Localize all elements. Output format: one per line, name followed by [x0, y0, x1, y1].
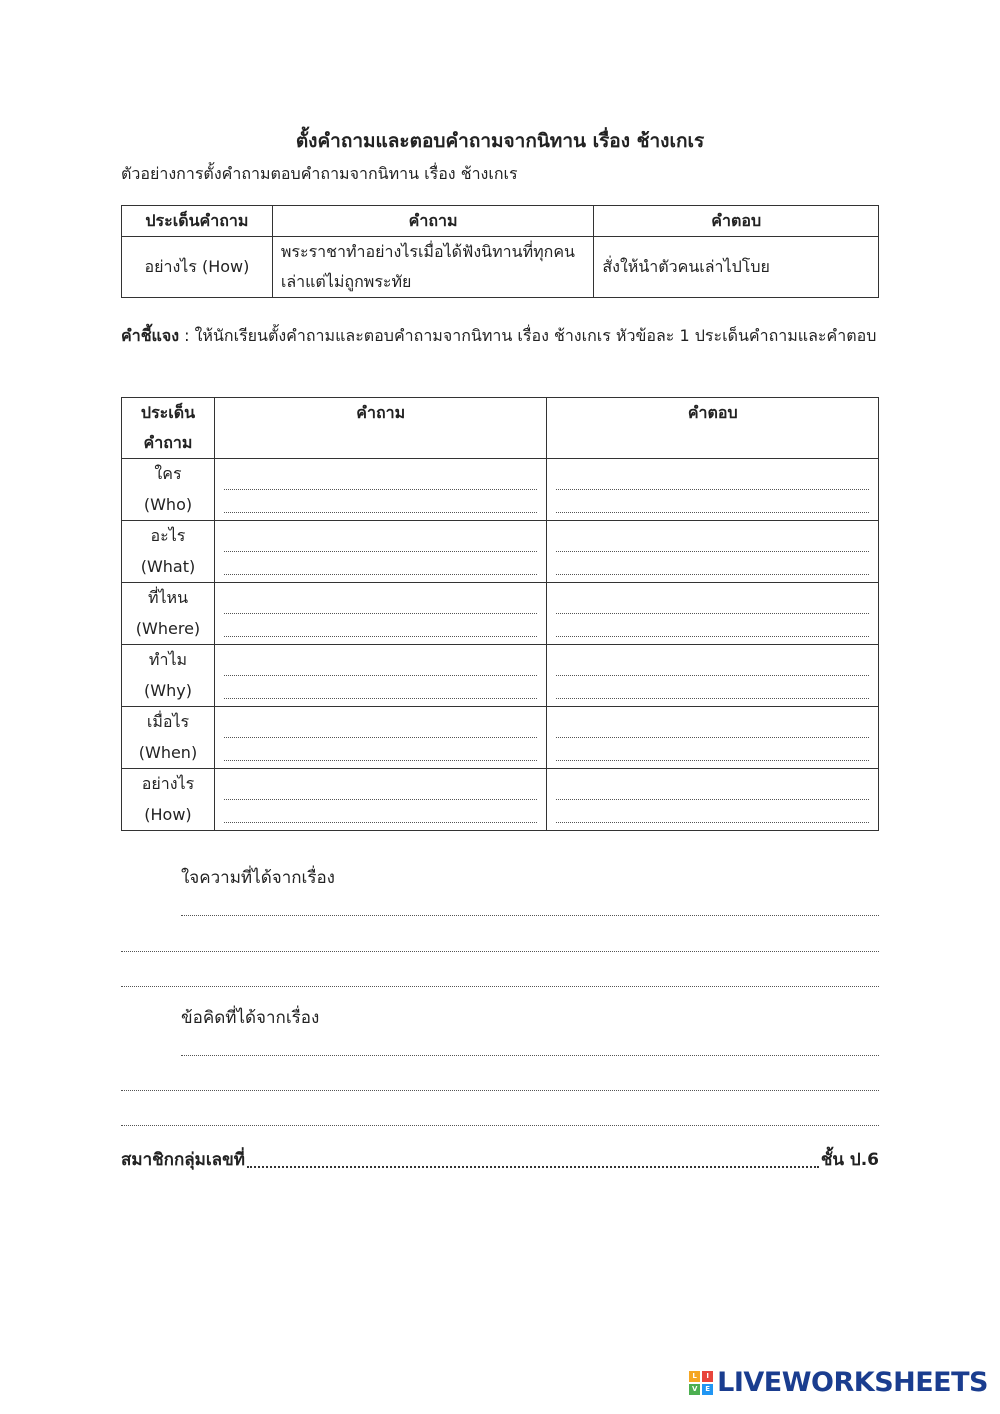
row-topic-what: [122, 521, 215, 583]
topic-thai: ทำไม: [148, 650, 188, 669]
topic-thai: อะไร: [150, 526, 186, 545]
dotted-line: [556, 777, 869, 800]
topic-thai: เมื่อไร: [146, 712, 190, 731]
lesson-input-line-3[interactable]: [121, 1124, 879, 1126]
example-question: [272, 237, 594, 298]
dotted-line: [556, 529, 869, 552]
dotted-line: [224, 653, 538, 676]
logo-block: V: [689, 1384, 700, 1395]
topic-thai: ใคร: [154, 464, 182, 483]
question-input-when[interactable]: [214, 707, 547, 769]
topic-thai: อย่างไร: [141, 774, 195, 793]
group-member-input[interactable]: [247, 1166, 819, 1168]
example-header-topic: ประเด็นคำถาม: [122, 206, 273, 237]
header-question: คำถาม: [214, 398, 547, 459]
header-topic-line2: คำถาม: [143, 433, 193, 452]
example-answer: สั่งให้นำตัวคนเล่าไปโบย: [594, 237, 879, 298]
row-topic-where: [122, 583, 215, 645]
main-idea-input-line-1[interactable]: [181, 914, 879, 916]
logo-text: LIVEWORKSHEETS: [717, 1367, 988, 1398]
header-answer: คำตอบ: [547, 398, 879, 459]
instruction: [121, 320, 879, 351]
question-answer-table: [121, 397, 879, 831]
dotted-line: [556, 715, 869, 738]
main-idea-input-line-3[interactable]: [121, 985, 879, 987]
dotted-line: [556, 738, 869, 761]
header-topic-line1: ประเด็น: [140, 403, 196, 422]
dotted-line: [224, 715, 538, 738]
topic-eng: (Why): [144, 680, 192, 700]
dotted-line: [556, 653, 869, 676]
topic-thai: ที่ไหน: [147, 588, 189, 607]
instruction-label: คำชี้แจง: [121, 326, 180, 345]
liveworksheets-logo: [689, 1367, 988, 1398]
main-idea-label: ใจความที่ได้จากเรื่อง: [181, 868, 335, 888]
dotted-line: [556, 490, 869, 513]
table-row: [122, 583, 879, 645]
dotted-line: [224, 614, 538, 637]
dotted-line: [556, 552, 869, 575]
class-level-label: ชั้น ป.6: [820, 1150, 879, 1170]
dotted-line: [556, 614, 869, 637]
dotted-line: [224, 591, 538, 614]
topic-eng: (How): [144, 804, 192, 824]
answer-input-when[interactable]: [547, 707, 879, 769]
dotted-line: [224, 552, 538, 575]
dotted-line: [556, 467, 869, 490]
topic-eng: (What): [140, 556, 196, 576]
logo-blocks-icon: [689, 1371, 713, 1395]
main-idea-input-line-2[interactable]: [121, 950, 879, 952]
logo-block: L: [689, 1371, 700, 1382]
dotted-line: [224, 738, 538, 761]
row-topic-how: [122, 769, 215, 831]
table-row: [122, 459, 879, 521]
logo-block: I: [702, 1371, 713, 1382]
topic-eng: (Where): [135, 618, 201, 638]
lesson-input-line-2[interactable]: [121, 1089, 879, 1091]
example-subtitle: ตัวอย่างการตั้งคำถามตอบคำถามจากนิทาน เรื่อง ช้างเกเร: [121, 164, 518, 183]
dotted-line: [556, 591, 869, 614]
header-topic: [122, 398, 215, 459]
row-topic-why: [122, 645, 215, 707]
logo-block: E: [702, 1384, 713, 1395]
topic-eng: (Who): [143, 494, 193, 514]
dotted-line: [556, 676, 869, 699]
example-topic: อย่างไร (How): [122, 237, 273, 298]
table-row: [122, 769, 879, 831]
dotted-line: [224, 490, 538, 513]
lesson-label: ข้อคิดที่ได้จากเรื่อง: [181, 1008, 320, 1028]
dotted-line: [224, 777, 538, 800]
example-header-question: คำถาม: [272, 206, 594, 237]
example-question-line2: เล่าแต่ไม่ถูกพระทัย: [280, 272, 412, 291]
table-row: [122, 521, 879, 583]
answer-input-how[interactable]: [547, 769, 879, 831]
question-input-where[interactable]: [214, 583, 547, 645]
instruction-text: : ให้นักเรียนตั้งคำถามและตอบคำถามจากนิทาน เรื่อง ช้างเกเร หัวข้อละ 1 ประเด็นคำถามและคำตอบ: [179, 326, 877, 345]
dotted-line: [224, 800, 538, 823]
dotted-line: [556, 800, 869, 823]
dotted-line: [224, 676, 538, 699]
topic-eng: (When): [138, 742, 198, 762]
answer-input-who[interactable]: [547, 459, 879, 521]
row-topic-who: [122, 459, 215, 521]
example-header-answer: คำตอบ: [594, 206, 879, 237]
example-table: [121, 205, 879, 298]
lesson-input-line-1[interactable]: [181, 1054, 879, 1056]
table-row: [122, 707, 879, 769]
question-input-what[interactable]: [214, 521, 547, 583]
group-member-label: สมาชิกกลุ่มเลขที่: [121, 1150, 245, 1170]
answer-input-what[interactable]: [547, 521, 879, 583]
question-input-who[interactable]: [214, 459, 547, 521]
group-member-line: [121, 1146, 879, 1173]
row-topic-when: [122, 707, 215, 769]
example-question-line1: พระราชาทำอย่างไรเมื่อได้ฟังนิทานที่ทุกคน: [280, 242, 575, 261]
worksheet-title: ตั้งคำถามและตอบคำถามจากนิทาน เรื่อง ช้างเกเร: [295, 130, 705, 152]
dotted-line: [224, 529, 538, 552]
dotted-line: [224, 467, 538, 490]
answer-input-why[interactable]: [547, 645, 879, 707]
question-input-why[interactable]: [214, 645, 547, 707]
question-input-how[interactable]: [214, 769, 547, 831]
answer-input-where[interactable]: [547, 583, 879, 645]
table-row: [122, 645, 879, 707]
